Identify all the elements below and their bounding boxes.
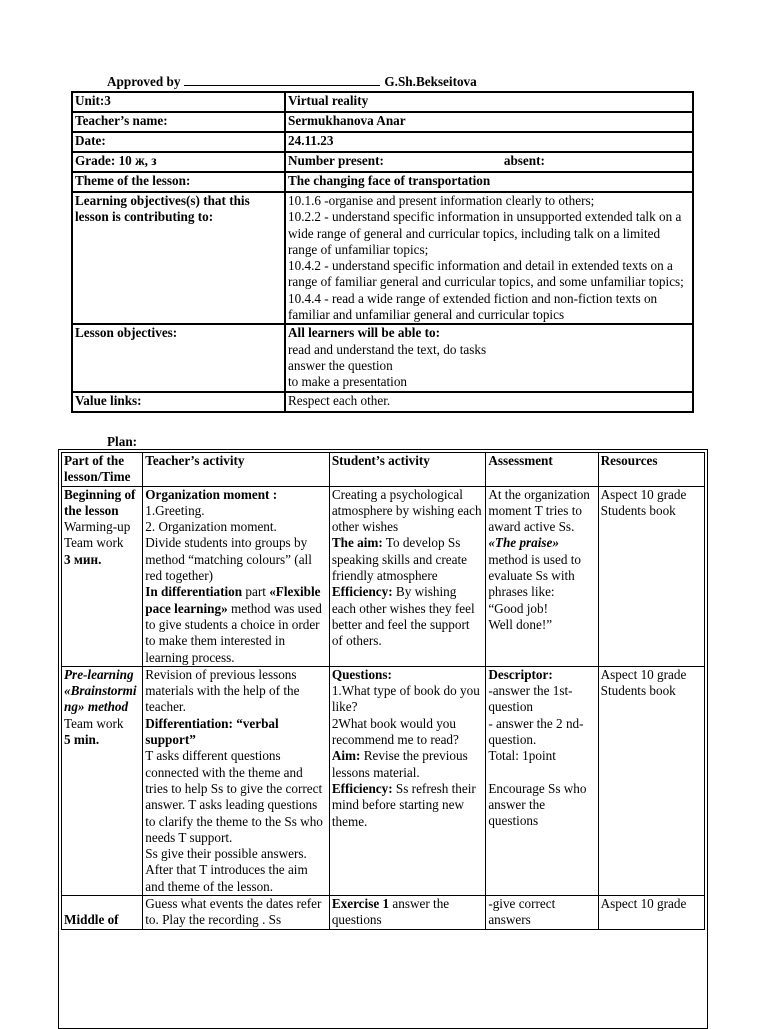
lesson-objectives-label: Lesson objectives: [72, 324, 285, 391]
approval-line [107, 73, 477, 90]
teacher-value: Sermukhanova Anar [285, 112, 693, 132]
objective-item: 10.2.2 - understand specific information in unsupported extended talk on a wide range of general and curricular topics, including talk on a limited range of unfamiliar topics; [288, 209, 682, 257]
learning-objectives-label: Learning objectives(s) that this lesson is contributing to: [72, 192, 285, 324]
plan-table [61, 452, 705, 930]
signature-line [184, 73, 380, 86]
unit-label: Unit:3 [72, 92, 285, 112]
approved-label: Approved by [107, 74, 181, 89]
lesson-objective-item: answer the question [288, 357, 393, 373]
absent-label: absent: [503, 153, 545, 168]
resources-cell: Aspect 10 grade [598, 896, 704, 930]
theme-value: The changing face of transportation [285, 172, 693, 192]
part-cell: Beginning of the lesson Warming-up Team work 3 мин. [62, 486, 143, 666]
lesson-objectives-list [285, 324, 693, 391]
unit-value: Virtual reality [285, 92, 693, 112]
table-row [62, 896, 705, 930]
assessment-cell: At the organization moment T tries to award active Ss. «The praise» method is used to evaluate Ss with phrases like: “Good job! Well done!” [486, 486, 598, 666]
lesson-objective-item: read and understand the text, do tasks [288, 341, 487, 357]
number-present-label: Number present: [288, 153, 384, 168]
header-resources: Resources [598, 453, 704, 487]
lesson-objectives-head: All learners will be able to: [288, 325, 440, 341]
lesson-objective-item: to make a presentation [288, 374, 408, 390]
learning-objectives-list [285, 192, 693, 324]
student-cell: Creating a psychological atmosphere by wishing each other wishes The aim: To develop Ss speaking skills and create friendly atmosphere Efficiency: By wishing each other wishes they feel better and feel the support of others. [329, 486, 485, 666]
header-assessment: Assessment [486, 453, 598, 487]
teacher-cell: Revision of previous lessons materials with the help of the teacher. Differentiation: “verbal support” T asks different questions connected with the theme and tries to help Ss to give the correct answer. T asks leading questions to clarify the theme to the Ss who needs T support. Ss give their possible answers. After that T introduces the aim and theme of the lesson. [143, 666, 330, 895]
theme-label: Theme of the lesson: [72, 172, 285, 192]
plan-table-frame [58, 449, 708, 1029]
table-row [62, 666, 705, 895]
value-links-value: Respect each other. [285, 392, 693, 412]
header-part: Part of the lesson/Time [62, 453, 143, 487]
date-label: Date: [72, 132, 285, 152]
teacher-cell: Organization moment : 1.Greeting. 2. Organization moment. Divide students into groups by method “matching colours” (all red together) In differentiation part «Flexible pace learning» method was used to give students a choice in order to make them interested in learning process. [143, 486, 330, 666]
objective-item: 10.4.4 - read a wide range of extended fiction and non-fiction texts on familiar and unfamiliar general and curricular topics [288, 290, 658, 323]
objective-item: 10.1.6 -organise and present information clearly to others; [288, 193, 595, 208]
student-cell: Questions: 1.What type of book do you like? 2What book would you recommend me to read? Aim: Revise the previous lessons material. Efficiency: Ss refresh their mind before starting new theme. [329, 666, 485, 895]
assessment-cell: Descriptor: -answer the 1st-question - answer the 2 nd-question. Total: 1point Encourage Ss who answer the questions [486, 666, 598, 895]
approved-name: G.Sh.Bekseitova [384, 74, 477, 89]
lesson-info-table [71, 91, 694, 413]
header-teacher: Teacher’s activity [143, 453, 330, 487]
value-links-label: Value links: [72, 392, 285, 412]
resources-cell: Aspect 10 grade Students book [598, 666, 704, 895]
part-cell: Middle of [62, 896, 143, 930]
header-student: Student’s activity [329, 453, 485, 487]
assessment-cell: -give correct answers [486, 896, 598, 930]
resources-cell: Aspect 10 grade Students book [598, 486, 704, 666]
student-cell: Exercise 1 answer the questions [329, 896, 485, 930]
date-value: 24.11.23 [285, 132, 693, 152]
attendance-cell [285, 152, 693, 172]
teacher-cell: Guess what events the dates refer to. Play the recording . Ss [143, 896, 330, 930]
part-cell: Pre-learning «Brainstorming» method Team work 5 min. [62, 666, 143, 895]
plan-label: Plan: [107, 434, 138, 449]
grade-label: Grade: 10 ж, з [72, 152, 285, 172]
objective-item: 10.4.2 - understand specific information and detail in extended texts on a range of familiar general and curricular topics, and some unfamiliar topics; [288, 258, 684, 290]
table-row [62, 486, 705, 666]
teacher-label: Teacher’s name: [72, 112, 285, 132]
